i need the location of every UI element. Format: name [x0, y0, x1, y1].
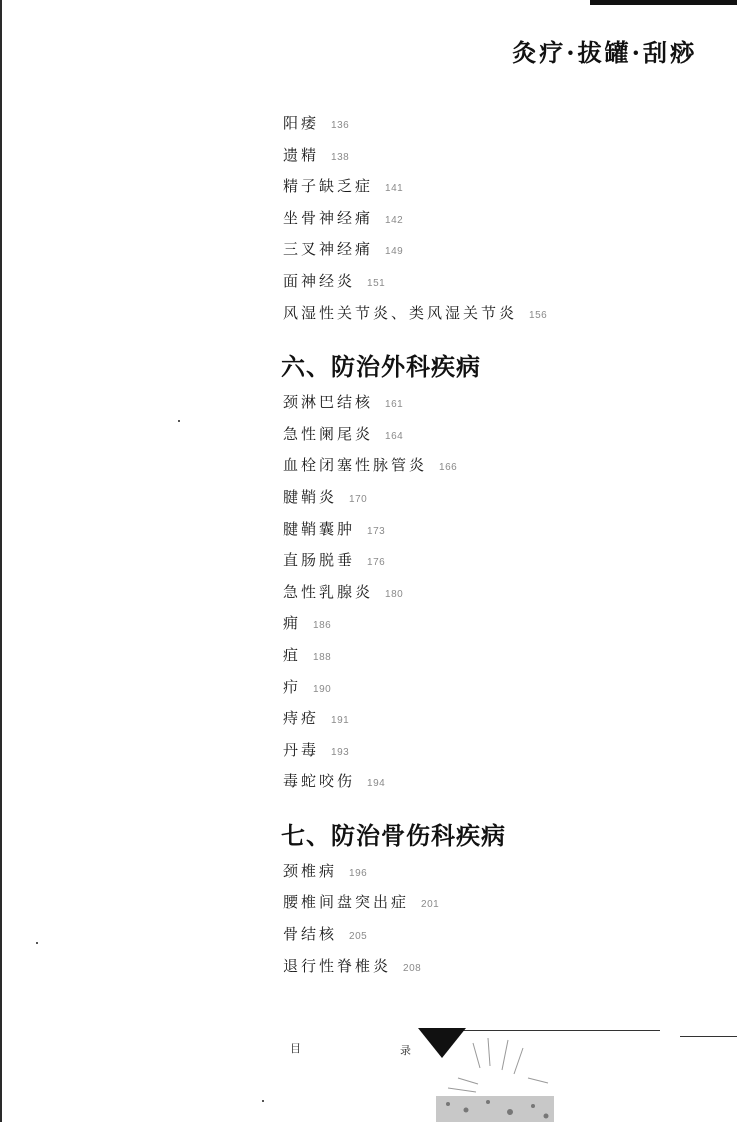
toc-entry-title: 急性阑尾炎 — [283, 424, 374, 443]
toc-entry-page: 188 — [313, 651, 332, 663]
scan-speck — [36, 942, 38, 944]
toc-entry-page: 166 — [439, 462, 458, 474]
toc-entry-title: 坐骨神经痛 — [283, 208, 374, 227]
toc-entry — [283, 766, 703, 798]
toc-entry-title: 退行性脊椎炎 — [283, 956, 392, 975]
toc-entry-page: 141 — [385, 183, 404, 195]
toc-entry-title: 腱鞘炎 — [283, 487, 338, 506]
toc-entry — [283, 203, 703, 235]
toc-entry-page: 149 — [385, 246, 404, 258]
toc-entry-title: 丹毒 — [283, 740, 320, 759]
toc-entry-title: 遗精 — [283, 145, 320, 164]
toc-entry — [283, 450, 703, 482]
toc-section-7 — [283, 856, 703, 982]
toc-entry-page: 205 — [349, 931, 368, 943]
toc-entry-title: 颈椎病 — [283, 861, 338, 880]
toc-entry-page: 173 — [367, 525, 386, 537]
toc-entry-title: 颈淋巴结核 — [283, 393, 374, 412]
toc-entry — [283, 140, 703, 172]
toc-entry-title: 血栓闭塞性脉管炎 — [283, 456, 428, 475]
toc-entry — [283, 856, 703, 888]
toc-entry — [283, 703, 703, 735]
toc-entry-page: 176 — [367, 557, 386, 569]
toc-entry — [283, 387, 703, 419]
toc-entry — [283, 735, 703, 767]
toc-entry-title: 直肠脱垂 — [283, 551, 356, 570]
section-heading-7: 七、防治骨伤科疾病 — [281, 820, 506, 850]
toc-entry-title: 精子缺乏症 — [283, 177, 374, 196]
scan-speck — [262, 1100, 264, 1102]
toc-entry-page: 138 — [331, 151, 350, 163]
header-bar — [590, 0, 737, 5]
toc-entry-title: 面神经炎 — [283, 271, 356, 290]
page-edge-rule — [0, 0, 2, 1122]
footer-rule-right — [680, 1036, 737, 1037]
toc-entry-page: 136 — [331, 120, 350, 131]
toc-entry-title: 风湿性关节炎、类风湿关节炎 — [283, 303, 518, 322]
toc-entry — [283, 419, 703, 451]
toc-entry-title: 腰椎间盘突出症 — [283, 893, 410, 912]
toc-entry — [283, 545, 703, 577]
toc-entry-page: 142 — [385, 214, 404, 226]
toc-entry-page: 164 — [385, 430, 404, 442]
toc-entry-page: 190 — [313, 683, 332, 695]
toc-entry — [283, 171, 703, 203]
toc-entry-title: 疖 — [283, 677, 302, 696]
decorative-corner-illustration — [418, 1028, 568, 1126]
toc-entry-title: 毒蛇咬伤 — [283, 772, 356, 791]
toc-entry-title: 急性乳腺炎 — [283, 582, 374, 601]
toc-entry — [283, 266, 703, 298]
footer-label-left: 目 — [290, 1042, 301, 1055]
book-title: 灸疗·拔罐·刮痧 — [512, 38, 697, 67]
toc-entry-title: 骨结核 — [283, 925, 338, 944]
toc-entry-page: 156 — [529, 309, 548, 321]
toc-entry-page: 193 — [331, 746, 350, 758]
toc-entry — [283, 951, 703, 983]
toc-entry-title: 痈 — [283, 614, 302, 633]
toc-entry-page: 180 — [385, 588, 404, 600]
toc-entry-page: 191 — [331, 715, 350, 727]
toc-entry — [283, 672, 703, 704]
toc-section-continued — [283, 108, 703, 329]
toc-entry-page: 161 — [385, 399, 404, 411]
toc-entry — [283, 919, 703, 951]
toc-entry — [283, 608, 703, 640]
section-heading-6: 六、防治外科疾病 — [281, 352, 481, 382]
toc-entry-title: 三叉神经痛 — [283, 240, 374, 259]
toc-entry-title: 阳痿 — [283, 114, 320, 132]
toc-entry-title: 疽 — [283, 645, 302, 664]
toc-entry — [283, 514, 703, 546]
scan-speck — [178, 420, 180, 422]
toc-entry-page: 151 — [367, 277, 386, 289]
table-of-contents — [283, 108, 703, 982]
toc-entry-page: 201 — [421, 899, 440, 911]
toc-entry — [283, 887, 703, 919]
toc-entry-page: 196 — [349, 867, 368, 879]
toc-entry — [283, 108, 703, 140]
toc-entry — [283, 298, 703, 330]
toc-entry-title: 腱鞘囊肿 — [283, 519, 356, 538]
toc-entry — [283, 234, 703, 266]
footer-label-right: 录 — [400, 1044, 411, 1057]
toc-entry-page: 208 — [403, 962, 422, 974]
toc-entry-page: 194 — [367, 778, 386, 790]
toc-entry — [283, 640, 703, 672]
toc-entry — [283, 482, 703, 514]
toc-entry-page: 186 — [313, 620, 332, 632]
toc-entry — [283, 577, 703, 609]
toc-entry-page: 170 — [349, 493, 368, 505]
toc-entry-title: 痔疮 — [283, 709, 320, 728]
toc-section-6 — [283, 387, 703, 798]
